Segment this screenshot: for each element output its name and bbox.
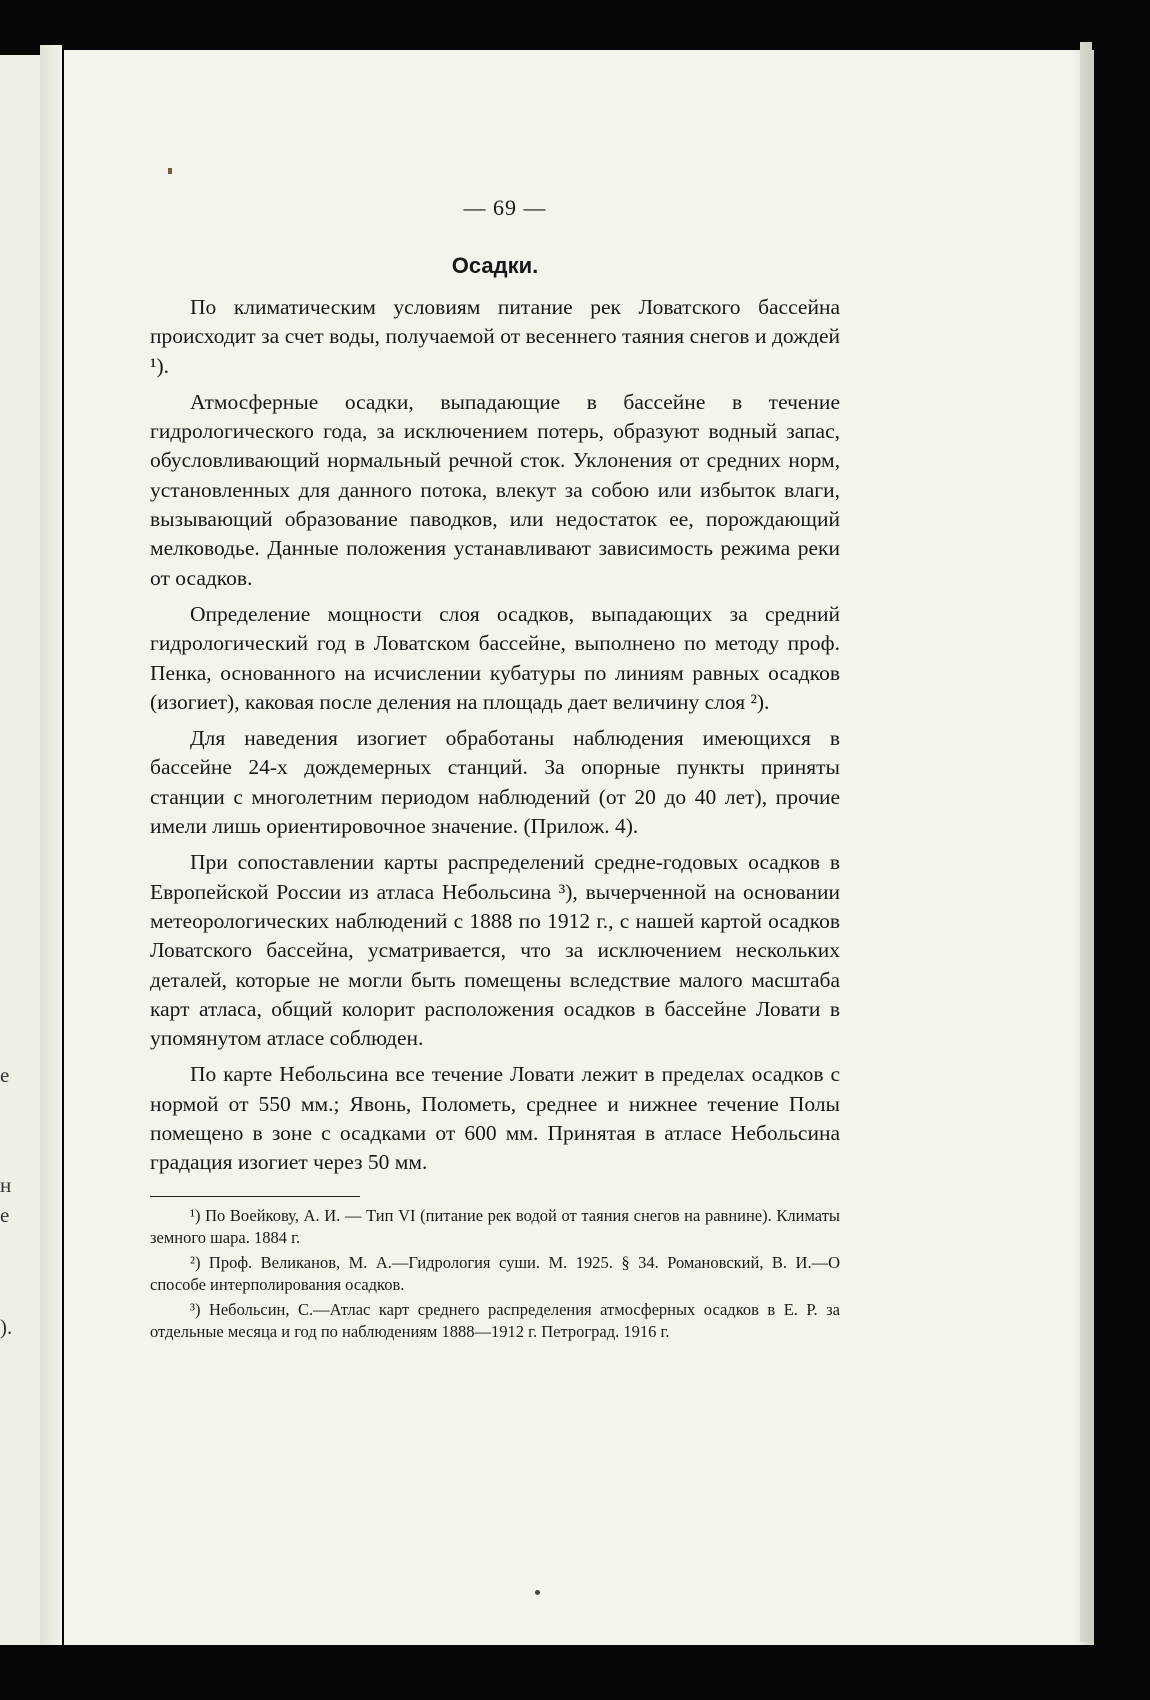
footnote: ¹) По Воейкову, А. И. — Тип VI (питание рек водой от таяния снегов на равнине). Климаты земного шара. 1884 г. <box>150 1205 840 1248</box>
footnote: ²) Проф. Великанов, М. А.—Гидрология суши. М. 1925. § 34. Романовский, В. И.—О способе интерполирования осадков. <box>150 1252 840 1295</box>
left-page-edge <box>40 45 62 1645</box>
page-content <box>150 195 840 1346</box>
paragraph: Атмосферные осадки, выпадающие в бассейне в течение гидрологического года, за исключением потерь, образуют водный запас, обусловливающий нормальный речной сток. Уклонения от средних норм, установленных для данного потока, влекут за собою или избыток влаги, вызывающий образование паводков, или недостаток ее, порождающий мелководье. Данные положения устанавливают зависимость режима реки от осадков. <box>150 389 840 590</box>
footnote-divider <box>150 1196 360 1197</box>
paragraph: Для наведения изогиет обработаны наблюдения имеющихся в бассейне 24-х дождемерных станций. За опорные пункты приняты станции с многолетним периодом наблюдений (от 20 до 40 лет), прочие имели лишь ориентировочное значение. (Прилож. 4). <box>150 726 840 839</box>
paragraph: По карте Небольсина все течение Ловати лежит в пределах осадков с нормой от 550 мм.; Явонь, Полометь, среднее и нижнее течение Полы помещено в зоне с осадками от 600 мм. Принятая в атласе Небольсина градация изогиет через 50 мм. <box>150 1062 840 1175</box>
section-title: Осадки. <box>451 253 539 278</box>
footnote: ³) Небольсин, С.—Атлас карт среднего распределения атмосферных осадков в Е. Р. за отдельные месяца и год по наблюдениям 1888—1912 г. Петроград. 1916 г. <box>150 1299 840 1342</box>
left-page-fragment: е <box>0 1203 10 1227</box>
paragraph: При сопоставлении карты распределений средне-годовых осадков в Европейской России из атласа Небольсина ³), вычерченной на основании метеорологических наблюдений с 1888 по 1912 г., с нашей картой осадков Ловатского бассейна, усматривается, что за исключением нескольких деталей, которые не могли быть помещены вследствие малого масштаба карт атласа, общий колорит расположения осадков в бассейне Ловати в упомянутом атласе соблюден. <box>150 850 840 1051</box>
page-number: — 69 — <box>463 195 547 220</box>
paper-speck <box>535 1590 540 1595</box>
paragraph: Определение мощности слоя осадков, выпадающих за средний гидрологический год в Ловатском бассейне, выполнено по методу проф. Пенка, основанного на исчислении кубатуры по линиям равных осадков (изогиет), каковая после деления на площадь дает величину слоя ²). <box>150 601 840 714</box>
paper-mark <box>168 168 172 174</box>
page-edge <box>1080 42 1092 1642</box>
left-page-fragment: н <box>0 1173 12 1197</box>
left-page-fragment: е <box>0 1063 10 1087</box>
left-page-fragment: ). <box>0 1315 13 1339</box>
paragraph: По климатическим условиям питание рек Ловатского бассейна происходит за счет воды, получаемой от весеннего таяния снегов и дождей ¹). <box>150 295 840 378</box>
